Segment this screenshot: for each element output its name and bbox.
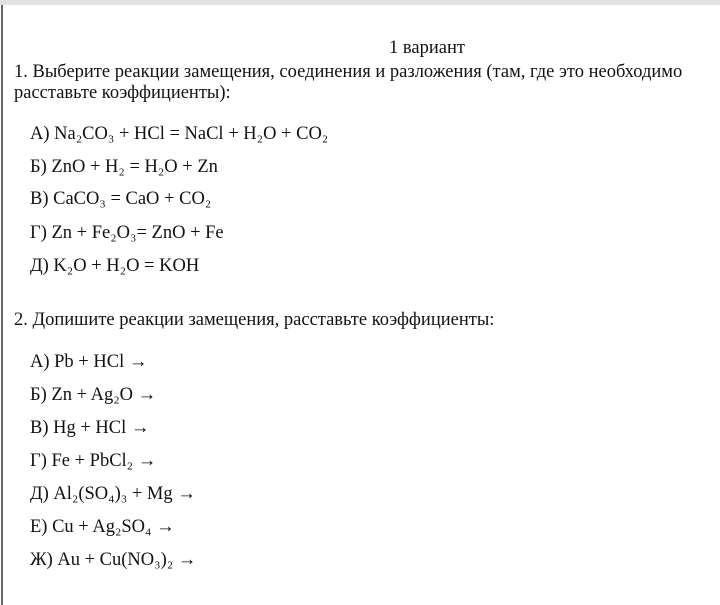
variant-title: 1 вариант [389, 38, 465, 58]
q2-item: В) Hg + HCl → [30, 418, 150, 438]
q2-item: А) Pb + HCl → [30, 352, 148, 372]
q2-item: Б) Zn + Ag₂O → [30, 385, 157, 405]
q2-item: Ж) Au + Cu(NO₃)₂ → [30, 550, 197, 570]
question-1-text: 1. Выберите реакции замещения, соединения и разложения (там, где это необходимо [14, 62, 683, 82]
q2-item: Д) Al₂(SO₄)₃ + Mg → [30, 484, 196, 504]
top-bar [0, 0, 720, 5]
q2-item: Е) Cu + Ag₂SO₄ → [30, 517, 175, 537]
q1-item: Б) ZnO + H₂ = H₂O + Zn [30, 157, 218, 177]
q1-item: Д) K₂O + H₂O = KOH [30, 256, 200, 276]
q1-item: А) Na₂CO₃ + HCl = NaCl + H₂O + CO₂ [30, 124, 329, 144]
question-2-text: 2. Допишите реакции замещения, расставьте коэффициенты: [14, 310, 495, 330]
q1-item: Г) Zn + Fe₂O₃= ZnO + Fe [30, 223, 224, 243]
page-border [1, 5, 3, 605]
question-1-text-cont: расставьте коэффициенты): [14, 83, 231, 103]
q2-item: Г) Fe + PbCl₂ → [30, 451, 157, 471]
q1-item: В) CaCO₃ = CaO + CO₂ [30, 189, 212, 209]
